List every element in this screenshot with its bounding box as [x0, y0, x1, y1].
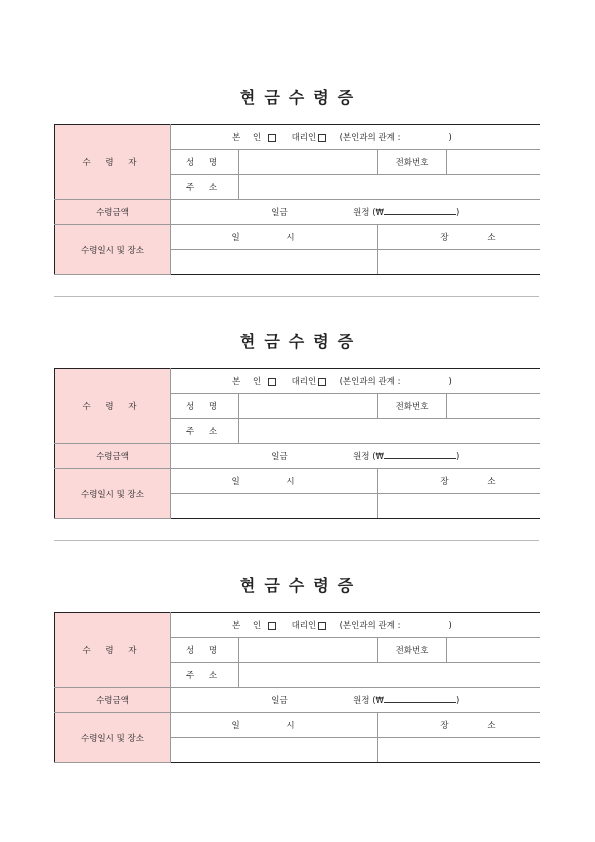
datetime-field[interactable] — [171, 494, 378, 519]
address-label: 주 소 — [171, 175, 239, 200]
amount-row — [171, 444, 540, 469]
datetime-place-label: 수령일시 및 장소 — [55, 469, 171, 519]
receiver-label: 수 령 자 — [55, 125, 171, 200]
place-field[interactable] — [378, 250, 540, 275]
relation-label: (본인과의 관계 : — [339, 377, 401, 387]
relation-close: ) — [448, 621, 452, 631]
receipt-title: 현금수령증 — [239, 576, 363, 595]
proxy-checkbox[interactable] — [318, 378, 326, 386]
amount-prefix: 일금 — [271, 452, 288, 462]
datetime-place-label: 수령일시 및 장소 — [55, 225, 171, 275]
amount-close: ) — [455, 208, 460, 218]
amount-row — [171, 688, 540, 713]
name-label: 성 명 — [171, 150, 239, 175]
datetime-field[interactable] — [171, 250, 378, 275]
relation-label: (본인과의 관계 : — [339, 621, 401, 631]
receipt-form — [54, 573, 539, 773]
self-checkbox[interactable] — [268, 134, 276, 142]
amount-number-field[interactable] — [384, 450, 456, 459]
amount-suffix: 원정 (₩ — [353, 208, 384, 218]
amount-number-field[interactable] — [384, 694, 456, 703]
place-label — [378, 469, 540, 494]
self-checkbox[interactable] — [268, 622, 276, 630]
name-label: 성 명 — [171, 638, 239, 663]
amount-label: 수령금액 — [55, 444, 171, 469]
relation-close: ) — [448, 133, 452, 143]
receipt-form — [54, 329, 539, 529]
receipt-table — [54, 612, 540, 763]
place-field[interactable] — [378, 738, 540, 763]
relation-close: ) — [448, 377, 452, 387]
place-label-text: 장 소 — [440, 233, 514, 243]
place-label-text: 장 소 — [440, 477, 514, 487]
name-field[interactable] — [239, 638, 378, 663]
amount-close: ) — [455, 452, 460, 462]
phone-field[interactable] — [447, 150, 540, 175]
receipt-table — [54, 124, 540, 275]
amount-prefix: 일금 — [271, 208, 288, 218]
phone-label: 전화번호 — [378, 638, 447, 663]
receiver-label: 수 령 자 — [55, 369, 171, 444]
receipt-title: 현금수령증 — [239, 88, 363, 107]
amount-suffix: 원정 (₩ — [353, 452, 384, 462]
place-label — [378, 713, 540, 738]
self-label: 본 인 — [232, 377, 267, 387]
place-field[interactable] — [378, 494, 540, 519]
receiver-type-row — [171, 369, 540, 394]
amount-suffix: 원정 (₩ — [353, 696, 384, 706]
datetime-label: 일 시 — [171, 225, 378, 250]
place-label — [378, 225, 540, 250]
address-label: 주 소 — [171, 663, 239, 688]
amount-row — [171, 200, 540, 225]
datetime-field[interactable] — [171, 738, 378, 763]
separator-line — [54, 296, 539, 297]
amount-label: 수령금액 — [55, 200, 171, 225]
address-field[interactable] — [239, 175, 540, 200]
address-field[interactable] — [239, 663, 540, 688]
phone-label: 전화번호 — [378, 394, 447, 419]
relation-label: (본인과의 관계 : — [339, 133, 401, 143]
receipt-table — [54, 368, 540, 519]
datetime-label: 일 시 — [171, 469, 378, 494]
amount-number-field[interactable] — [384, 206, 456, 215]
proxy-checkbox[interactable] — [318, 622, 326, 630]
phone-label: 전화번호 — [378, 150, 447, 175]
receiver-type-row — [171, 613, 540, 638]
amount-label: 수령금액 — [55, 688, 171, 713]
separator-line — [54, 540, 539, 541]
proxy-label: 대리인 — [291, 621, 317, 631]
address-label: 주 소 — [171, 419, 239, 444]
self-label: 본 인 — [232, 133, 267, 143]
receiver-label: 수 령 자 — [55, 613, 171, 688]
name-field[interactable] — [239, 150, 378, 175]
self-checkbox[interactable] — [268, 378, 276, 386]
receipt-form — [54, 85, 539, 285]
place-label-text: 장 소 — [440, 721, 514, 731]
amount-prefix: 일금 — [271, 696, 288, 706]
datetime-label: 일 시 — [171, 713, 378, 738]
proxy-label: 대리인 — [291, 133, 317, 143]
name-label: 성 명 — [171, 394, 239, 419]
amount-close: ) — [455, 696, 460, 706]
phone-field[interactable] — [447, 638, 540, 663]
address-field[interactable] — [239, 419, 540, 444]
proxy-label: 대리인 — [291, 377, 317, 387]
phone-field[interactable] — [447, 394, 540, 419]
proxy-checkbox[interactable] — [318, 134, 326, 142]
datetime-place-label: 수령일시 및 장소 — [55, 713, 171, 763]
receiver-type-row — [171, 125, 540, 150]
name-field[interactable] — [239, 394, 378, 419]
self-label: 본 인 — [232, 621, 267, 631]
receipt-title: 현금수령증 — [239, 332, 363, 351]
